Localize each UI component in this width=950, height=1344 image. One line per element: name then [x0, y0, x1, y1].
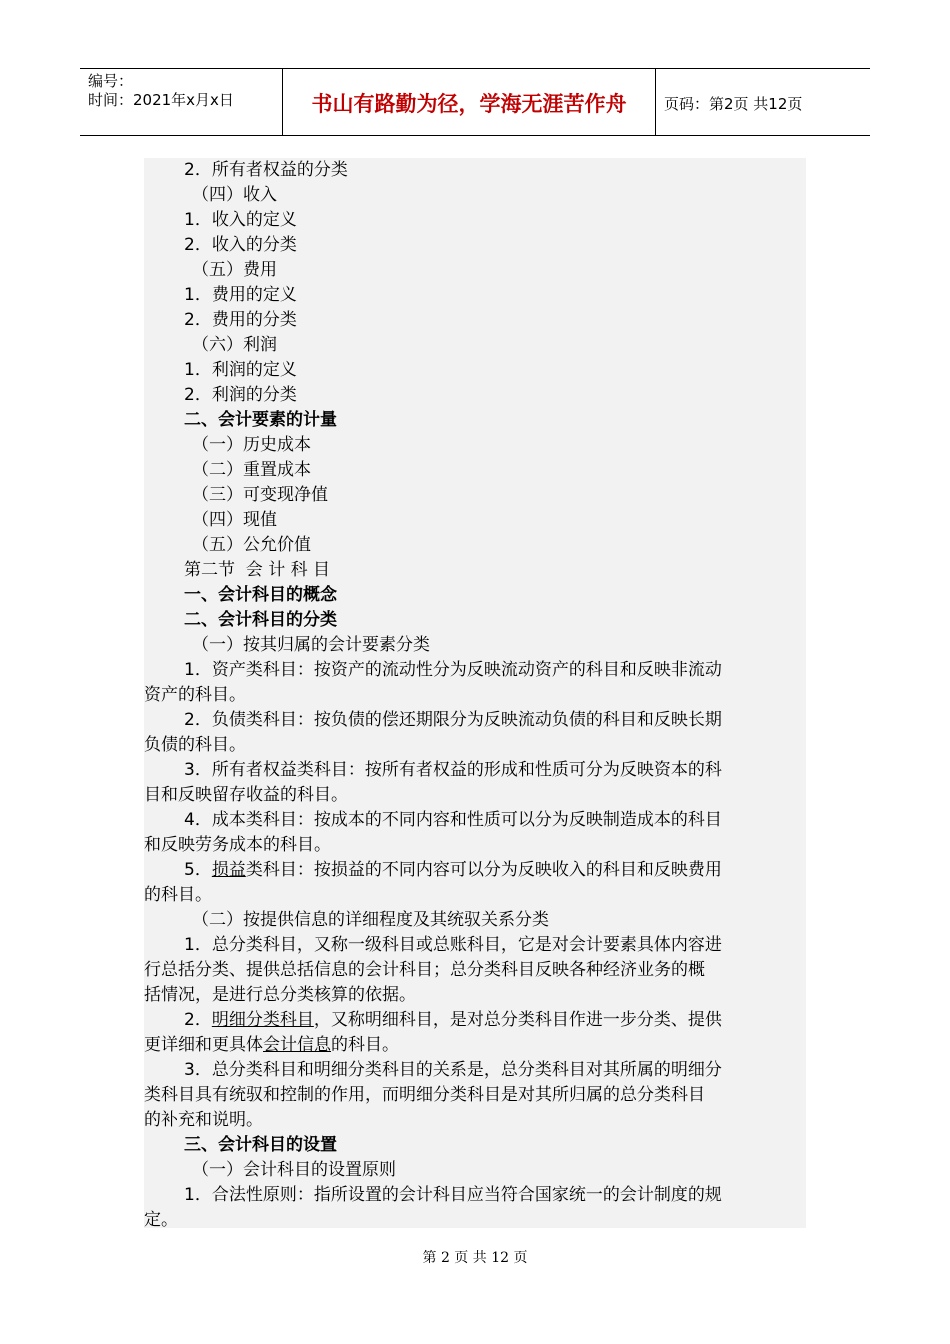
- section-heading: 二、会计科目的分类: [184, 610, 337, 630]
- body-line: 2．费用的分类: [184, 310, 297, 330]
- header-bottom-rule: [80, 135, 870, 136]
- body-line: 2．所有者权益的分类: [184, 160, 348, 180]
- body-line: （三）可变现净值: [192, 485, 328, 505]
- body-line: 行总括分类、提供总括信息的会计科目；总分类科目反映各种经济业务的概: [144, 960, 705, 980]
- body-text: 2．: [184, 1010, 212, 1030]
- underlined-term: 损益: [211, 860, 246, 880]
- body-line: 1．资产类科目：按资产的流动性分为反映流动资产的科目和反映非流动: [184, 660, 722, 680]
- body-line: [144, 1033, 399, 1058]
- body-line: （一）会计科目的设置原则: [192, 1160, 396, 1180]
- body-line: 1．利润的定义: [184, 360, 297, 380]
- body-line: 负债的科目。: [144, 735, 246, 755]
- header-meta: [88, 72, 234, 110]
- header-page-label: 页码：第2页 共12页: [664, 95, 803, 113]
- body-line: [184, 1008, 722, 1033]
- header-divider-right: [655, 68, 656, 136]
- body-text: 5．: [184, 860, 212, 880]
- page-footer: 第 2 页 共 12 页: [422, 1250, 528, 1266]
- body-text: 的科目。: [331, 1035, 399, 1055]
- body-line: 2．收入的分类: [184, 235, 297, 255]
- body-text: 更详细和更具体: [144, 1035, 263, 1055]
- section-heading: 三、会计科目的设置: [184, 1135, 337, 1155]
- underlined-term: 会计信息: [263, 1035, 331, 1055]
- document-body: [144, 158, 806, 1228]
- body-line: 1．收入的定义: [184, 210, 297, 230]
- body-line: （五）费用: [192, 260, 277, 280]
- body-line: （二）按提供信息的详细程度及其统驭关系分类: [192, 910, 549, 930]
- body-line: 1．总分类科目，又称一级科目或总账科目，它是对会计要素具体内容进: [184, 935, 722, 955]
- body-text: 类科目：按损益的不同内容可以分为反映收入的科目和反映费用: [245, 860, 722, 880]
- header-top-rule: [80, 68, 870, 69]
- body-line: 类科目具有统驭和控制的作用，而明细分类科目是对其所归属的总分类科目: [144, 1085, 705, 1105]
- body-line: （四）收入: [192, 185, 277, 205]
- body-line: 的补充和说明。: [144, 1110, 263, 1130]
- body-line: 3．所有者权益类科目：按所有者权益的形成和性质可分为反映资本的科: [184, 760, 722, 780]
- body-line: （六）利润: [192, 335, 277, 355]
- section-heading: 二、会计要素的计量: [184, 410, 337, 430]
- body-line: 资产的科目。: [144, 685, 246, 705]
- body-line: 4．成本类科目：按成本的不同内容和性质可以分为反映制造成本的科目: [184, 810, 722, 830]
- underlined-term: 明细分类科目: [211, 1010, 314, 1030]
- body-line: （五）公允价值: [192, 535, 311, 555]
- body-line: （一）历史成本: [192, 435, 311, 455]
- body-line: 2．负债类科目：按负债的偿还期限分为反映流动负债的科目和反映长期: [184, 710, 722, 730]
- body-line: （一）按其归属的会计要素分类: [192, 635, 430, 655]
- body-line: 1．费用的定义: [184, 285, 297, 305]
- header-motto: 书山有路勤为径，学海无涯苦作舟: [311, 91, 627, 116]
- chapter-heading: 第二节 会 计 科 目: [184, 560, 331, 580]
- body-line: 1．合法性原则：指所设置的会计科目应当符合国家统一的会计制度的规: [184, 1185, 722, 1205]
- body-line: 2．利润的分类: [184, 385, 297, 405]
- body-line: [184, 858, 722, 883]
- body-text: ，又称明细科目，是对总分类科目作进一步分类、提供: [313, 1010, 722, 1030]
- body-line: 3．总分类科目和明细分类科目的关系是，总分类科目对其所属的明细分: [184, 1060, 722, 1080]
- document-number-label: 编号：: [88, 72, 134, 90]
- section-heading: 一、会计科目的概念: [184, 585, 337, 605]
- body-line: 定。: [144, 1210, 178, 1230]
- body-line: （四）现值: [192, 510, 277, 530]
- header-divider-left: [282, 68, 283, 136]
- body-line: 括情况，是进行总分类核算的依据。: [144, 985, 416, 1005]
- body-line: （二）重置成本: [192, 460, 311, 480]
- body-line: 的科目。: [144, 885, 212, 905]
- body-line: 和反映劳务成本的科目。: [144, 835, 331, 855]
- document-date-label: 时间：2021年x月x日: [88, 91, 234, 109]
- body-line: 目和反映留存收益的科目。: [144, 785, 348, 805]
